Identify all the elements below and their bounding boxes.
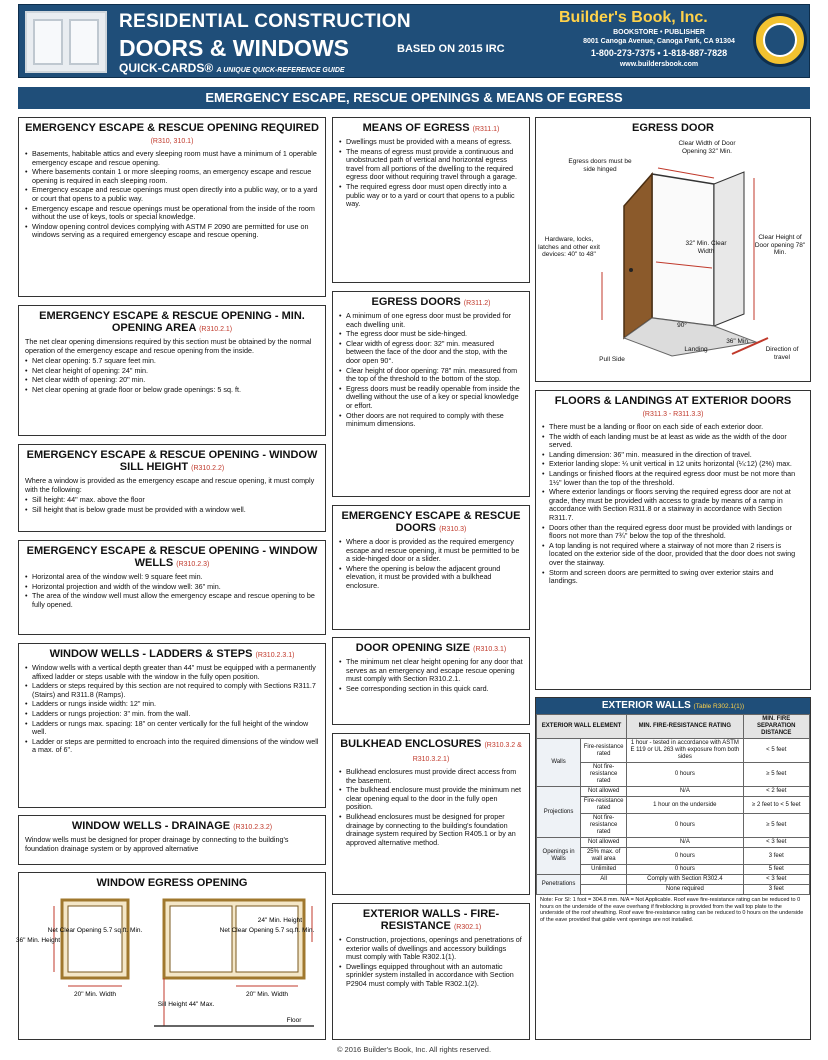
eero-doors-card xyxy=(332,505,530,630)
card-title: FLOORS & LANDINGS AT EXTERIOR DOORS (R311.3 - R311.3.3) xyxy=(554,395,792,418)
card-title: EGRESS DOOR xyxy=(632,122,714,134)
list-item: • Emergency escape and rescue openings must open directly into a public way, or to a yard or court that opens to a public way. xyxy=(25,186,319,203)
window-photo xyxy=(25,11,107,73)
list-item: • Bulkhead enclosures must provide direct access from the basement. xyxy=(339,768,523,785)
list-item: • Landing dimension: 36" min. measured in the direction of travel. xyxy=(542,451,804,460)
header xyxy=(18,4,810,78)
table-group-cell: Penetrations xyxy=(537,875,581,895)
diag-label: Hardware, locks, latches and other exit devices: 40" to 48" xyxy=(538,236,600,258)
quick-cards-tag: A UNIQUE QUICK-REFERENCE GUIDE xyxy=(216,67,345,74)
diag-label: 20" Min. Width xyxy=(245,991,289,998)
bullet-list xyxy=(339,312,523,429)
diag-label: Pull Side xyxy=(599,356,625,363)
card-title: MEANS OF EGRESS (R311.1) xyxy=(362,122,500,134)
quick-cards-label: QUICK-CARDS® xyxy=(119,61,214,75)
card-intro: Where a window is provided as the emergency escape and rescue opening, it must comply with the following: xyxy=(25,476,315,494)
diag-label: Sill Height 44" Max. xyxy=(157,1001,215,1008)
table-cell: < 5 feet xyxy=(743,739,809,763)
table-cell: ≥ 5 feet xyxy=(743,814,809,838)
table-header: EXTERIOR WALL ELEMENT xyxy=(537,715,627,739)
table-cell: 0 hours xyxy=(627,814,743,838)
list-item: • A top landing is not required where a stairway of not more than 2 risers is located on the exterior side of the door, provided that the door does not swing over the stairway. xyxy=(542,542,804,568)
list-item: • Dwellings must be provided with a means of egress. xyxy=(339,138,523,147)
table-cell: N/A xyxy=(627,838,743,848)
table-cell: N/A xyxy=(627,787,743,797)
list-item: • Ladders or steps required by this section are not required to comply with Sections R311.7 (Stairs) and R311.8 (Ramps). xyxy=(25,682,319,699)
card-title: WINDOW WELLS - LADDERS & STEPS (R310.2.3.1) xyxy=(49,648,295,660)
list-item: • The minimum net clear height opening for any door that serves as an emergency and escape rescue opening must comply with Section R310.2.1. xyxy=(339,658,523,684)
table-cell: 3 feet xyxy=(743,848,809,865)
list-item: • A minimum of one egress door must be provided for each dwelling unit. xyxy=(339,312,523,329)
list-item: • The bulkhead enclosure must provide the minimum net clear opening equal to the door in the fully open position. xyxy=(339,786,523,812)
diag-label: Clear Height of Door opening 78" Min. xyxy=(754,234,806,256)
table-group-cell: Walls xyxy=(537,739,581,787)
list-item: • Landings or finished floors at the required egress door must be not more than 1½" lower than the top of the threshold. xyxy=(542,470,804,487)
list-item: • Other doors are not required to comply with these minimum dimensions. xyxy=(339,412,523,429)
list-item: • Ladders or rungs max. spacing: 18" on center vertically for the full height of the window well. xyxy=(25,720,319,737)
diag-label: 20" Min. Width xyxy=(73,991,117,998)
eero-required-card xyxy=(18,117,326,297)
card-title: EMERGENCY ESCAPE & RESCUE OPENING - MIN. OPENING AREA (R310.2.1) xyxy=(39,310,305,334)
table-cell: 1 hour - tested in accordance with ASTM E 119 or UL 263 with exposure from both sides xyxy=(627,739,743,763)
list-item: • Egress doors must be readily openable from inside the dwelling without the use of a key or special knowledge or effort. xyxy=(339,385,523,411)
list-item: • Construction, projections, openings and penetrations of exterior walls of dwellings and accessory buildings must comply with Table R302.1(1). xyxy=(339,936,523,962)
diag-label: Egress doors must be side hinged xyxy=(568,158,632,173)
egress-door-diagram-card xyxy=(535,117,811,382)
card-title: BULKHEAD ENCLOSURES (R310.3.2 & R310.3.2.1) xyxy=(340,738,522,763)
card-intro: Window wells must be designed for proper drainage by connecting to the building's foundation drainage system or by approved alternative xyxy=(25,835,289,853)
diag-label: 36" Min. Height xyxy=(15,937,61,944)
list-item: • The width of each landing must be at least as wide as the width of the door served. xyxy=(542,433,804,450)
table-cell: ≥ 2 feet to < 5 feet xyxy=(743,797,809,814)
table-cell: < 2 feet xyxy=(743,787,809,797)
list-item: • Net clear opening at grade floor or below grade openings: 5 sq. ft. xyxy=(25,386,319,395)
list-item: • Horizontal area of the window well: 9 square feet min. xyxy=(25,573,319,582)
table-title: EXTERIOR WALLS (Table R302.1(1)) xyxy=(536,698,810,714)
bullet-list xyxy=(339,936,523,989)
list-item: • Basements, habitable attics and every sleeping room must have a minimum of 1 operable emergency escape and rescue opening. xyxy=(25,150,319,167)
table-cell: Not allowed xyxy=(581,787,627,797)
diag-label: 36" Min. xyxy=(726,338,750,345)
egress-doors-card xyxy=(332,291,530,497)
copyright-footer: © 2016 Builder's Book, Inc. All rights reserved. xyxy=(336,1045,492,1054)
bulkhead-card xyxy=(332,733,530,895)
bullet-list xyxy=(339,138,523,209)
table-group-cell: Openings in Walls xyxy=(537,838,581,875)
table-cell: None required xyxy=(627,885,743,895)
diag-label: Clear Width of Door Opening 32" Min. xyxy=(678,140,736,155)
list-item: • Net clear width of opening: 20" min. xyxy=(25,376,319,385)
table-cell: 0 hours xyxy=(627,848,743,865)
brand-website: www.buildersbook.com xyxy=(619,61,699,68)
table-note: Note: For SI: 1 foot = 304.8 mm. N/A = Not Applicable. Roof eave fire-resistance rating can be reduced to 0 hours on the underside of the eave overhang if fireblocking is provided from the wall top plate to the underside of the roof sheathing. Roof eave fire-resistance rating can be reduced to 0 hours on the underside of the eave provided that gable vent openings are not installed. xyxy=(540,897,804,923)
diag-label: 90° xyxy=(677,322,687,329)
list-item: • There must be a landing or floor on each side of each exterior door. xyxy=(542,423,804,432)
brand-phones: 1-800-273-7375 • 1-818-887-7828 xyxy=(590,48,728,58)
table-cell: 25% max. of wall area xyxy=(581,848,627,865)
table-cell: Comply with Section R302.4 xyxy=(627,875,743,885)
table-row xyxy=(537,739,810,763)
list-item: • Ladder or steps are permitted to encroach into the required dimensions of the window well a max. of 6". xyxy=(25,738,319,755)
brand-address: 8001 Canoga Avenue, Canoga Park, CA 91304 xyxy=(583,38,735,45)
window-egress-diagram xyxy=(15,892,320,1034)
list-item: • Ladders or rungs inside width: 12" min. xyxy=(25,700,319,709)
quick-cards xyxy=(119,61,345,75)
bullet-list xyxy=(542,423,804,586)
publisher-logo xyxy=(753,13,807,67)
table-row xyxy=(537,875,810,885)
list-item: • Storm and screen doors are permitted to swing over exterior stairs and landings. xyxy=(542,569,804,586)
table-group-cell: Projections xyxy=(537,787,581,838)
wells-drainage-card xyxy=(18,815,326,865)
diag-label: 32" Min. Clear Width xyxy=(685,240,727,255)
table-cell: 5 feet xyxy=(743,865,809,875)
list-item: • Exterior landing slope: ¼ unit vertical in 12 units horizontal (¼:12) (2%) max. xyxy=(542,460,804,469)
table-cell: All xyxy=(581,875,627,885)
table-cell: Unlimited xyxy=(581,865,627,875)
list-item: • Net clear height of opening: 24" min. xyxy=(25,367,319,376)
list-item: • See corresponding section in this quick card. xyxy=(339,685,523,694)
list-item: • The means of egress must provide a continuous and unobstructed path of vertical and horizontal egress travel from all portions of the dwelling to the required egress door without requiring travel through a garage. xyxy=(339,148,523,182)
table-cell: 0 hours xyxy=(627,865,743,875)
card-title: EGRESS DOORS (R311.2) xyxy=(371,296,491,308)
list-item: • Clear height of door opening: 78" min. measured from the top of the threshold to the bottom of the stop. xyxy=(339,367,523,384)
title-line1: RESIDENTIAL CONSTRUCTION xyxy=(119,11,411,32)
list-item: • Where exterior landings or floors serving the required egress door are not at grade, they must be provided with access to grade by means of a ramp in accordance with Section R311.8 or a stairway in accordance with Section R311.7. xyxy=(542,488,804,522)
bullet-list xyxy=(25,150,319,240)
exterior-walls-table-card xyxy=(535,697,811,1040)
list-item: • Horizontal projection and width of the window well: 36" min. xyxy=(25,583,319,592)
list-item: • The egress door must be side-hinged. xyxy=(339,330,523,339)
list-item: • Where the opening is below the adjacent ground elevation, it must be provided with a bulkhead enclosure. xyxy=(339,565,523,591)
diag-label: 24" Min. Height xyxy=(257,917,302,924)
diag-label: Direction of travel xyxy=(765,346,799,361)
card-title: EMERGENCY ESCAPE & RESCUE DOORS (R310.3) xyxy=(341,510,521,534)
table-cell xyxy=(581,885,627,895)
title-line2: DOORS & WINDOWS xyxy=(119,35,349,61)
floors-landings-card xyxy=(535,390,811,690)
bullet-list xyxy=(339,768,523,847)
bullet-list xyxy=(25,496,319,514)
list-item: • Where basements contain 1 or more sleeping rooms, an emergency escape and rescue opening is required in each sleeping room. xyxy=(25,168,319,185)
bullet-list xyxy=(25,664,319,755)
eero-wells-card xyxy=(18,540,326,635)
card-title: EXTERIOR WALLS - FIRE-RESISTANCE (R302.1) xyxy=(362,908,500,932)
list-item: • Ladders or rungs projection: 3" min. from the wall. xyxy=(25,710,319,719)
bullet-list xyxy=(25,357,319,394)
list-item: • Bulkhead enclosures must be designed for proper drainage by connecting to the building's foundation drainage system required by Section R405.1 or by an approved alternative method. xyxy=(339,813,523,847)
section-banner: EMERGENCY ESCAPE, RESCUE OPENINGS & MEANS OF EGRESS xyxy=(18,87,810,109)
list-item: • Clear width of egress door: 32" min. measured between the face of the door and the stop, with the door open 90°. xyxy=(339,340,523,366)
list-item: • The area of the window well must allow the emergency escape and rescue opening to be fully opened. xyxy=(25,592,319,609)
table-cell: 3 feet xyxy=(743,885,809,895)
brand-role: BOOKSTORE • PUBLISHER xyxy=(613,29,705,36)
list-item: • Doors other than the required egress door must be provided with landings or floors not more than 7¾" below the top of the threshold. xyxy=(542,524,804,541)
bullet-list xyxy=(25,573,319,609)
door-size-card xyxy=(332,637,530,725)
table-cell: Fire-resistance rated xyxy=(581,797,627,814)
card-title: EMERGENCY ESCAPE & RESCUE OPENING - WINDOW WELLS (R310.2.3) xyxy=(26,545,318,569)
card-title: EMERGENCY ESCAPE & RESCUE OPENING REQUIRED (R310, 310.1) xyxy=(25,122,319,145)
wells-ladders-card xyxy=(18,643,326,808)
bullet-list xyxy=(339,658,523,693)
ext-walls-fire-card xyxy=(332,903,530,1040)
eero-sill-card xyxy=(18,444,326,532)
card-intro: The net clear opening dimensions required by this section must be obtained by the normal operation of the emergency escape and rescue opening from the inside. xyxy=(25,337,312,355)
diag-label: Landing xyxy=(684,346,708,353)
exterior-walls-table xyxy=(536,714,810,895)
eero-min-area-card xyxy=(18,305,326,436)
brand-name: Builder's Book, Inc. xyxy=(559,9,708,26)
window-pane-right-b xyxy=(236,906,298,972)
card-title: EMERGENCY ESCAPE & RESCUE OPENING - WINDOW SILL HEIGHT (R310.2.2) xyxy=(26,449,318,473)
door-leaf xyxy=(624,174,652,338)
window-pane-left xyxy=(68,906,122,972)
table-header: MIN. FIRE SEPARATION DISTANCE xyxy=(743,715,809,739)
list-item: • Window wells with a vertical depth greater than 44" must be equipped with a permanently affixed ladder or steps usable with the window in the fully open position. xyxy=(25,664,319,681)
table-cell: Not fire-resistance rated xyxy=(581,763,627,787)
list-item: • Dwellings equipped throughout with an automatic sprinkler system installed in accordance with Section P2904 must comply with Table R302.1(2). xyxy=(339,963,523,989)
table-cell: 1 hour on the underside xyxy=(627,797,743,814)
table-row xyxy=(537,838,810,848)
table-header: MIN. FIRE-RESISTANCE RATING xyxy=(627,715,743,739)
means-egress-card xyxy=(332,117,530,283)
list-item: • The required egress door must open directly into a public way or to a yard or court that opens to a public way. xyxy=(339,183,523,209)
table-cell: Not fire-resistance rated xyxy=(581,814,627,838)
diag-label: Net Clear Opening 5.7 sq.ft. Min. xyxy=(219,927,315,934)
list-item: • Sill height: 44" max. above the floor xyxy=(25,496,319,505)
card-title: DOOR OPENING SIZE (R310.3.1) xyxy=(355,642,507,654)
card-title: WINDOW WELLS - DRAINAGE (R310.2.3.2) xyxy=(71,820,273,832)
table-row xyxy=(537,787,810,797)
door-handle xyxy=(629,268,633,272)
list-item: • Window opening control devices complying with ASTM F 2090 are permitted for use on windows serving as a required emergency escape and rescue opening. xyxy=(25,223,319,240)
table-cell: Fire-resistance rated xyxy=(581,739,627,763)
table-cell: ≥ 5 feet xyxy=(743,763,809,787)
bullet-list xyxy=(339,538,523,591)
diag-label: Net Clear Opening 5.7 sq.ft. Min. xyxy=(47,927,143,934)
table-cell: 0 hours xyxy=(627,763,743,787)
list-item: • Where a door is provided as the required emergency escape and rescue opening, it must be permitted to be a side-hinged door or a slider. xyxy=(339,538,523,564)
list-item: • Emergency escape and rescue openings must be operational from the inside of the room without the use of keys, tools or special knowledge. xyxy=(25,205,319,222)
diag-label: Floor xyxy=(286,1017,302,1024)
table-cell: Not allowed xyxy=(581,838,627,848)
card-title: WINDOW EGRESS OPENING xyxy=(96,877,248,889)
list-item: • Sill height that is below grade must be provided with a window well. xyxy=(25,506,319,515)
table-cell: < 3 feet xyxy=(743,838,809,848)
table-cell: < 3 feet xyxy=(743,875,809,885)
list-item: • Net clear opening: 5.7 square feet min. xyxy=(25,357,319,366)
window-pane-right-a xyxy=(170,906,232,972)
based-on: BASED ON 2015 IRC xyxy=(397,43,505,55)
